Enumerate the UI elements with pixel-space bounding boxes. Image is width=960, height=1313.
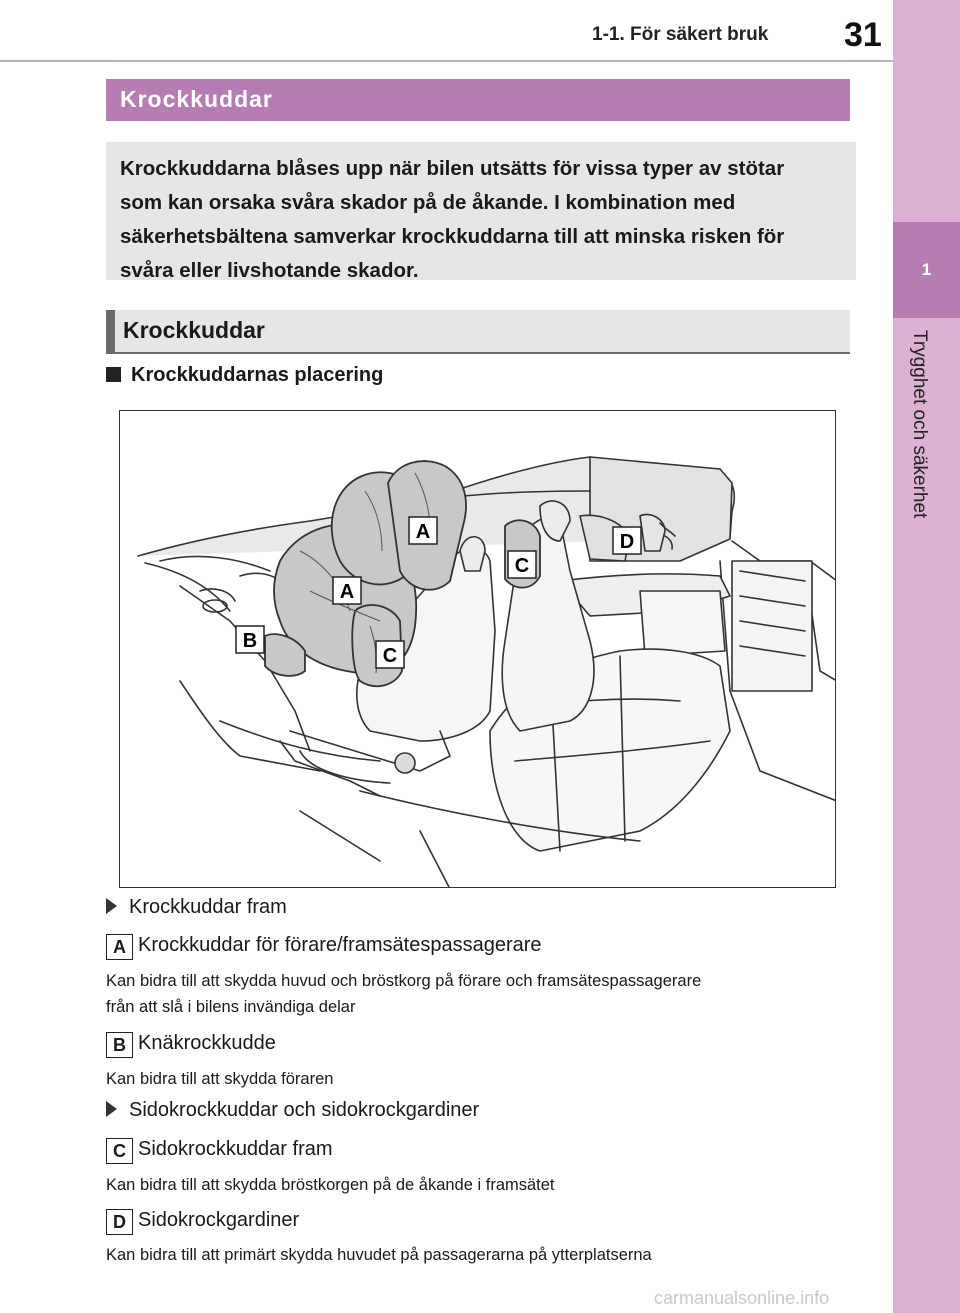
intro-line: som kan orsaka svåra skador på de åkande. I kombination med bbox=[120, 191, 736, 214]
svg-text:C: C bbox=[514, 555, 530, 577]
figure-label-d bbox=[613, 527, 641, 554]
sub-heading bbox=[106, 364, 383, 387]
item-a-label: Krockkuddar för förare/framsätespassagerare bbox=[138, 934, 542, 956]
triangle-bullet-icon bbox=[106, 898, 117, 914]
desc-line: från att slå i bilens invändiga delar bbox=[106, 998, 356, 1016]
item-a-description bbox=[106, 968, 701, 1020]
item-group-front-airbags bbox=[106, 896, 287, 919]
badge-d: D bbox=[106, 1209, 133, 1235]
item-group-label: Sidokrockkuddar och sidokrockgardiner bbox=[129, 1099, 480, 1121]
svg-text:D: D bbox=[619, 531, 635, 553]
item-group-label: Krockkuddar fram bbox=[129, 896, 287, 918]
intro-box bbox=[106, 142, 856, 280]
item-d bbox=[106, 1209, 299, 1235]
badge-a: A bbox=[106, 934, 133, 960]
desc-line: Kan bidra till att skydda huvud och bröstkorg på förare och framsätespassagerare bbox=[106, 972, 702, 990]
item-d-label: Sidokrockgardiner bbox=[138, 1209, 300, 1231]
triangle-bullet-icon bbox=[106, 1101, 117, 1117]
sub-heading-text: Krockkuddarnas placering bbox=[131, 364, 384, 386]
item-group-side-airbags bbox=[106, 1099, 479, 1122]
item-c-label: Sidokrockkuddar fram bbox=[138, 1138, 333, 1160]
figure-label-c-driver bbox=[376, 641, 404, 668]
item-d-description: Kan bidra till att primärt skydda huvudet på passagerarna på ytterplatserna bbox=[106, 1246, 652, 1264]
page-number: 31 bbox=[844, 16, 882, 54]
airbag-location-figure bbox=[119, 410, 836, 888]
svg-text:B: B bbox=[242, 630, 258, 652]
section-heading: Krockkuddar bbox=[106, 310, 850, 354]
chapter-title-vertical: Trygghet och säkerhet bbox=[909, 330, 930, 519]
figure-label-b bbox=[236, 626, 264, 653]
svg-text:A: A bbox=[339, 581, 355, 603]
item-a bbox=[106, 934, 542, 960]
intro-line: säkerhetsbältena samverkar krockkuddarna till att minska risken för bbox=[120, 225, 785, 248]
item-c bbox=[106, 1138, 333, 1164]
side-tab bbox=[893, 0, 960, 1313]
intro-line: svåra eller livshotande skador. bbox=[120, 259, 419, 282]
car-interior-illustration bbox=[120, 411, 836, 888]
svg-text:A: A bbox=[415, 521, 431, 543]
item-b-label: Knäkrockkudde bbox=[138, 1032, 276, 1054]
watermark-footer: carmanualsonline.info bbox=[654, 1288, 830, 1308]
square-bullet-icon bbox=[106, 367, 121, 382]
header-divider bbox=[0, 60, 893, 62]
badge-c: C bbox=[106, 1138, 133, 1164]
figure-label-a-upper bbox=[409, 517, 437, 544]
intro-line: Krockkuddarna blåses upp när bilen utsätts för vissa typer av stötar bbox=[120, 157, 785, 180]
figure-label-a-lower bbox=[333, 577, 361, 604]
item-b bbox=[106, 1032, 276, 1058]
figure-label-c-passenger bbox=[508, 551, 536, 578]
item-b-description: Kan bidra till att skydda föraren bbox=[106, 1070, 334, 1088]
item-c-description: Kan bidra till att skydda bröstkorgen på de åkande i framsätet bbox=[106, 1176, 555, 1194]
badge-b: B bbox=[106, 1032, 133, 1058]
page-title: Krockkuddar bbox=[106, 79, 850, 121]
chapter-number-tab[interactable]: 1 bbox=[893, 222, 960, 318]
svg-text:C: C bbox=[382, 645, 398, 667]
section-title: 1-1. För säkert bruk bbox=[592, 24, 769, 45]
